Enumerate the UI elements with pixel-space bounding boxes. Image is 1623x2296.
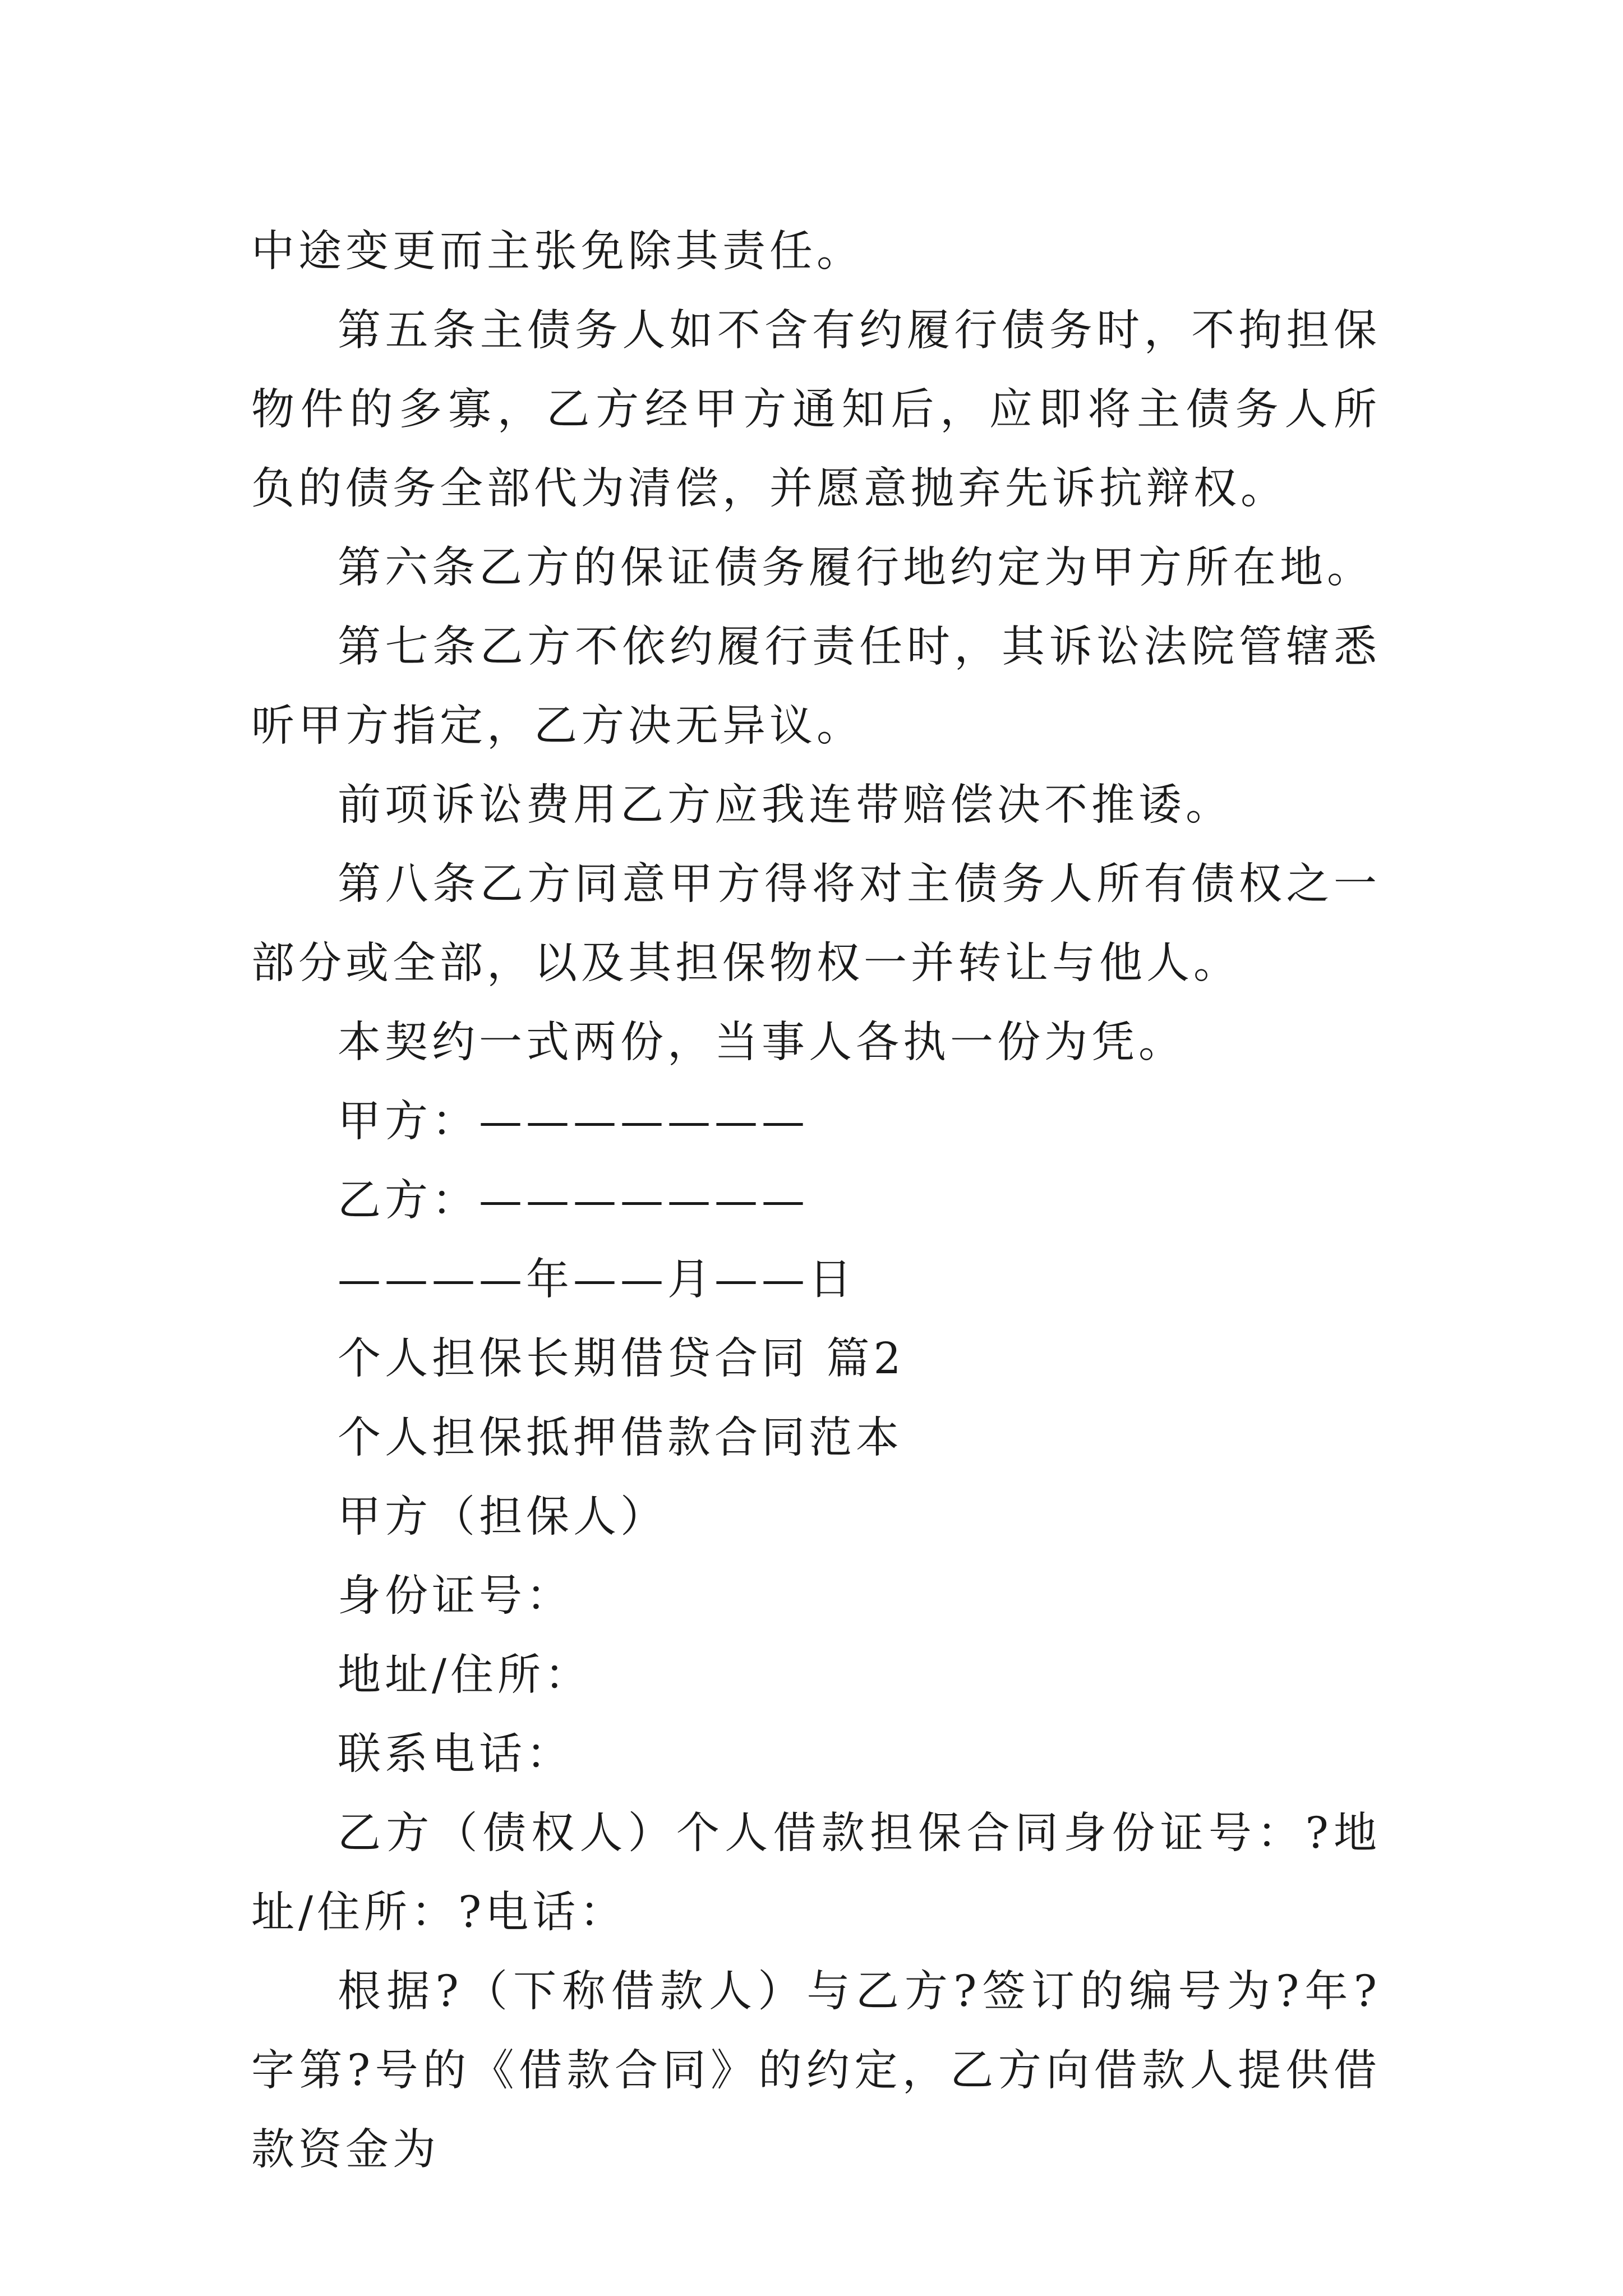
paragraph-article-7: 第七条乙方不依约履行责任时，其诉讼法院管辖悉听甲方指定，乙方决无异议。 — [251, 622, 1381, 751]
signature-date: ————年——月——日 — [338, 1255, 856, 1305]
paragraph: 中途变更而主张免除其责任。 — [251, 227, 864, 277]
section-heading: 个人担保长期借贷合同 篇2 — [338, 1334, 905, 1384]
paragraph-article-8: 第八条乙方同意甲方得将对主债务人所有债权之一部分或全部，以及其担保物权一并转让与他人。 — [251, 859, 1381, 988]
party-b-info: 乙方（债权人）个人借款担保合同身份证号：?地址/住所：?电话： — [251, 1809, 1381, 1938]
signature-party-b: 乙方：——————— — [338, 1176, 809, 1226]
phone-label: 联系电话： — [338, 1729, 573, 1779]
party-a-label: 甲方（担保人） — [338, 1492, 667, 1542]
paragraph-copies: 本契约一式两份，当事人各执一份为凭。 — [338, 1018, 1186, 1068]
address-label: 地址/住所： — [338, 1650, 592, 1700]
paragraph-article-6: 第六条乙方的保证债务履行地约定为甲方所在地。 — [338, 543, 1374, 593]
paragraph-litigation-costs: 前项诉讼费用乙方应我连带赔偿决不推诿。 — [338, 780, 1233, 830]
contract-title: 个人担保抵押借款合同范本 — [338, 1413, 903, 1463]
signature-party-a: 甲方：——————— — [338, 1097, 809, 1147]
paragraph-article-5: 第五条主债务人如不含有约履行债务时，不拘担保物件的多寡，乙方经甲方通知后，应即将主债务人所负的债务全部代为清偿，并愿意抛弃先诉抗辩权。 — [251, 306, 1381, 514]
paragraph-basis: 根据?（下称借款人）与乙方?签订的编号为?年?字第?号的《借款合同》的约定，乙方向借款人提供借款资金为 — [251, 1967, 1381, 2175]
id-number-label: 身份证号： — [338, 1571, 573, 1621]
document-body — [251, 212, 1381, 2189]
